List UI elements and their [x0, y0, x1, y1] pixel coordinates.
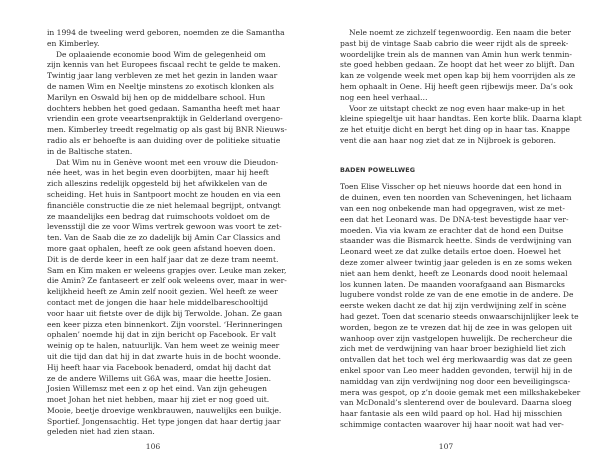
text-line: Sportief. Jongensachtig. Het type jongen dat haar dertig jaar — [47, 416, 281, 426]
text-line: Toen Elise Visscher op het nieuws hoorde dat een hond in — [340, 182, 562, 192]
text-line: in 1994 de tweeling werd geboren, noemden ze die Samantha — [47, 28, 285, 37]
text-line: kelijkheid heeft ze Amin zelf nooit gezien. Wel heeft ze weer — [47, 287, 278, 297]
text-line: Dat Wim nu in Genève woont met een vrouw die Dieudon- — [56, 157, 279, 167]
text-line: had gezet. Toen dat scenario steeds onwaarschijnlijker leek te — [340, 311, 579, 321]
text-line: Sam en Kim maken er weleens grapjes over. Leuke man zeker, — [47, 265, 287, 275]
text-line: deze zomer alweer twintig jaar geleden is en ze soms weken — [340, 257, 573, 267]
text-line: schimmige contacten waarover hij haar nooit wat had ver- — [340, 419, 564, 429]
text-line: Nele noemt ze zichzelf tegenwoordig. Een naam die beter — [349, 28, 572, 37]
text-line: ze maandelijks een bedrag dat ruimschoots voldoet om de — [47, 211, 270, 221]
text-line: wanhoop over zijn vastgelopen huwelijk. De rechercheur die — [340, 333, 573, 343]
text-line: worden, begon ze te vrezen dat hij de zee in was gelopen uit — [340, 322, 573, 332]
text-line: voor haar uit fietste over de dijk bij Terwolde. Johan. Ze gaan — [47, 308, 283, 318]
text-line: los kunnen laten. De maanden voorafgaand aan Bismarcks — [340, 279, 565, 289]
text-line: ze de andere Willems uit G6A was, maar die heette Josien. — [47, 373, 272, 383]
text-line: eerste weken dacht ze dat hij zijn verdwijning zelf in scène — [340, 301, 567, 311]
text-line: radio als er behoefte is aan duiding over de politieke situatie — [47, 135, 281, 145]
text-line: zijn kennis van het Europees fiscaal recht te gelde te maken. — [47, 60, 281, 70]
section-body-text — [340, 182, 581, 430]
chapter-continuation-text — [340, 28, 582, 147]
section-spacer-bottom — [340, 175, 553, 182]
text-line: née heet, was in het begin even doorbijten, maar hij heeft — [47, 168, 269, 178]
text-line: financiële constructie die ze niet helemaal begrijpt, ontvangt — [47, 200, 281, 210]
text-line: van McDonald’s slenterend over de boulevard. Daarna sloeg — [340, 398, 572, 408]
section-spacer-top — [340, 147, 553, 158]
text-line: Hij heeft haar via Facebook benaderd, omdat hij dacht dat — [47, 362, 271, 372]
text-line: en Kimberley. — [47, 38, 100, 48]
text-line: scheiding. Het huis in Santpoort mocht ze houden en via een — [47, 189, 281, 199]
text-line: vriendin een grote veeartsenpraktijk in Gelderland overgeno- — [47, 114, 283, 124]
text-line: ste goed hebben gedaan. Ze hoopt dat het weer zo blijft. Dan — [340, 60, 575, 70]
text-line: staander was die Bismarck heette. Sinds de verdwijning van — [340, 236, 572, 246]
text-line: vent die aan haar nog ziet dat ze in Nijbroek is geboren. — [340, 135, 556, 145]
text-line: in de Baltische staten. — [47, 146, 133, 156]
text-line: de duinen, even ten noorden van Scheveningen, het lichaam — [340, 193, 572, 203]
text-line: ontvallen dat het toch wel érg merkwaardig was dat ze geen — [340, 355, 573, 365]
text-line: die Amin? Ze fantaseert er zelf ook weleens over, maar in wer- — [47, 276, 287, 286]
text-line: lugubere vondst rolde ze van de ene emotie in de andere. De — [340, 290, 574, 300]
text-line: mera was gespot, op z’n dooie gemak met een milkshakebeker — [340, 387, 581, 397]
text-line: Mooie, beetje droevige wenkbrauwen, nauwelijks een buikje. — [47, 405, 282, 415]
text-line: past bij de vintage Saab cabrio die weer rijdt als de spreek- — [340, 38, 569, 48]
text-line: Dit is de derde keer in een half jaar dat ze deze tram neemt. — [47, 254, 279, 264]
page-number-right: 107 — [438, 442, 454, 451]
text-line: ophalen’ noemde hij dat in zijn bericht op Facebook. Er valt — [47, 330, 276, 340]
text-line: men. Kimberley treedt regelmatig op als gast bij BNR Nieuws- — [47, 125, 287, 135]
text-line: zich met de verdwijning van haar broer bezighield liet zich — [340, 344, 566, 354]
text-line: contact met de jongen die haar hele middelbareschooltijd — [47, 297, 269, 307]
page-number-left: 106 — [145, 442, 161, 451]
text-line: Josien Willemsz met een z op het eind. Van zijn geheugen — [47, 384, 267, 394]
text-line: levensstijl die ze voor Wims vertrek gewoon was voort te zet- — [47, 222, 282, 232]
text-line: kleine spiegeltje uit haar handtas. Een korte blik. Daarna klapt — [340, 114, 582, 124]
text-line: niet aan hem denkt, heeft ze Leonards dood nooit helemaal — [340, 268, 568, 278]
text-line: De oplaaiende economie bood Wim de gelegenheid om — [56, 49, 266, 59]
text-line: een dat het Leonard was. De DNA-test bevestigde haar ver- — [340, 214, 569, 224]
right-page-body-text — [340, 28, 582, 431]
text-line: nog een heel verhaal… — [340, 92, 428, 102]
text-line: ze het etuitje dicht en bergt het ding op in haar tas. Knappe — [340, 125, 571, 135]
text-line: namiddag van zijn verdwijning nog door een beveiligingsca- — [340, 376, 571, 386]
text-line: de namen Wim en Neeltje minstens zo exotisch klonken als — [47, 81, 274, 91]
text-line: Voor ze uitstapt checkt ze nog even haar make-up in het — [349, 103, 565, 113]
text-line: moeden. Via via kwam ze erachter dat de hond een Duitse — [340, 225, 564, 235]
text-line: woordelijke trein als de mannen van Amin hun werk tenmin- — [340, 49, 572, 59]
text-line: van een nog onbekende man had opgegraven, wist ze met- — [340, 203, 565, 213]
text-line: enkel spoor van Leo meer hadden gevonden, terwijl hij in de — [340, 365, 573, 375]
text-line: uit die tijd dan dat hij in dat zwarte huis in de bocht woonde. — [47, 351, 281, 361]
text-line: kan ze volgende week met open kap bij hem voorrijden als ze — [340, 71, 576, 81]
section-heading: BADEN POWELLWEG — [340, 165, 416, 174]
text-line: weinig op te halen, natuurlijk. Van hem weet ze weinig meer — [47, 341, 280, 351]
left-page-body-text — [47, 28, 287, 438]
right-page — [300, 0, 600, 471]
text-line: ten. Van de Saab die ze zo dadelijk bij Amin Car Classics and — [47, 233, 281, 243]
text-line: geleden niet had zien staan. — [47, 427, 155, 437]
text-line: Leonard weet ze dat zulke details ertoe doen. Hoewel het — [340, 247, 561, 257]
text-line: more gaat ophalen, heeft ze ook geen afstand hoeven doen. — [47, 243, 276, 253]
text-line: een keer pizza eten binnenkort. Zijn voorstel. ‘Herinneringen — [47, 319, 283, 329]
text-line: dochters hebben het goed gedaan. Samantha heeft met haar — [47, 103, 280, 113]
text-line: Marilyn en Oswald bij hen op de middelbare school. Hun — [47, 92, 266, 102]
text-line: Twintig jaar lang verbleven ze met het gezin in landen waar — [47, 71, 278, 81]
text-line: hem ophaalt in Oene. Hij heeft geen rijbewijs meer. Da’s ook — [340, 81, 573, 91]
text-line: haar fantasie als een wild paard op hol. Had hij misschien — [340, 409, 563, 419]
section-spacer-top-2 — [340, 158, 553, 165]
text-line: moet Johan het niet hebben, maar hij ziet er nog goed uit. — [47, 395, 270, 405]
text-line: zich alleszins redelijk opgesteld bij het afwikkelen van de — [47, 179, 268, 189]
